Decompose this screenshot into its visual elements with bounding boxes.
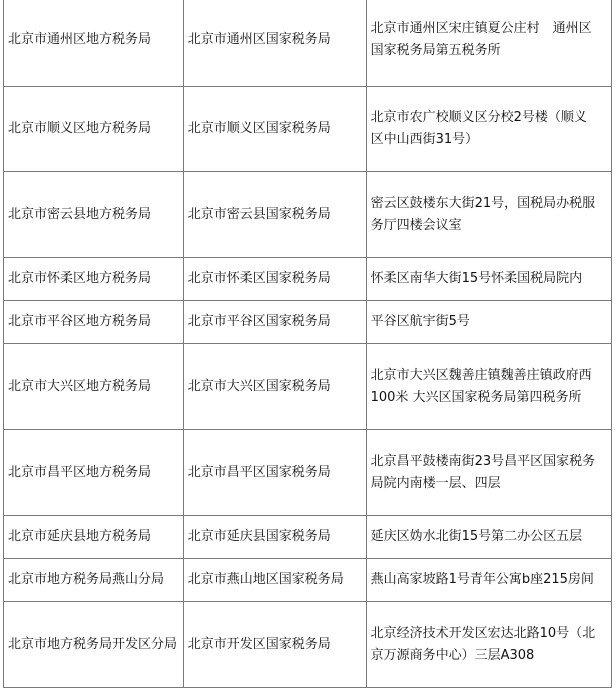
table-row	[4, 258, 612, 301]
address-line: 北京市通州区宋庄镇夏公庄村 通州区	[370, 20, 592, 36]
table-row	[4, 516, 612, 559]
local-tax-office-cell: 北京市怀柔区地方税务局	[4, 258, 184, 301]
address-line: 延庆区妫水北街15号第二办公区五层	[370, 529, 583, 544]
table-body	[4, 0, 612, 688]
address-cell	[366, 172, 611, 258]
address-line: 北京市农广校顺义区分校2号楼（顺义	[370, 110, 587, 125]
address-line: 100米 大兴区国家税务局第四税务所	[370, 389, 582, 405]
national-tax-office-cell: 北京市顺义区国家税务局	[183, 87, 366, 172]
national-tax-office-cell: 北京市怀柔区国家税务局	[183, 258, 366, 301]
table-row	[4, 559, 612, 602]
address-line: 区中山西街31号）	[370, 132, 479, 147]
tax-office-table	[3, 0, 612, 688]
address-line: 国家税务局第五税务所	[370, 42, 501, 58]
local-tax-office-cell: 北京市地方税务局燕山分局	[4, 559, 184, 602]
address-line: 京万源商务中心）三层A308	[370, 647, 535, 663]
table-row	[4, 344, 612, 430]
national-tax-office-cell: 北京市大兴区国家税务局	[183, 344, 366, 430]
local-tax-office-cell: 北京市平谷区地方税务局	[4, 301, 184, 344]
local-tax-office-cell: 北京市顺义区地方税务局	[4, 87, 184, 172]
national-tax-office-cell: 北京市延庆县国家税务局	[183, 516, 366, 559]
national-tax-office-cell: 北京市平谷区国家税务局	[183, 301, 366, 344]
table-row	[4, 87, 612, 172]
local-tax-office-cell: 北京市地方税务局开发区分局	[4, 602, 184, 688]
address-line: 北京昌平鼓楼南街23号昌平区国家税务	[370, 453, 596, 469]
address-cell	[366, 602, 611, 688]
address-line: 平谷区航宇街5号	[370, 314, 470, 329]
address-line: 北京市大兴区魏善庄镇魏善庄镇政府西	[370, 367, 592, 383]
table-row	[4, 0, 612, 87]
address-line: 局院内南楼一层、四层	[370, 475, 501, 491]
national-tax-office-cell: 北京市开发区国家税务局	[183, 602, 366, 688]
table-row	[4, 301, 612, 344]
national-tax-office-cell: 北京市密云县国家税务局	[183, 172, 366, 258]
address-line: 密云区鼓楼东大街21号，国税局办税服	[370, 195, 596, 211]
address-cell	[366, 559, 611, 602]
address-line: 怀柔区南华大街15号怀柔国税局院内	[370, 271, 583, 286]
address-cell	[366, 516, 611, 559]
address-cell	[366, 430, 611, 516]
address-cell	[366, 344, 611, 430]
national-tax-office-cell: 北京市通州区国家税务局	[183, 0, 366, 87]
address-line: 务厅四楼会议室	[370, 217, 462, 233]
national-tax-office-cell: 北京市昌平区国家税务局	[183, 430, 366, 516]
address-cell	[366, 258, 611, 301]
national-tax-office-cell: 北京市燕山地区国家税务局	[183, 559, 366, 602]
table-row	[4, 430, 612, 516]
local-tax-office-cell: 北京市大兴区地方税务局	[4, 344, 184, 430]
table-row	[4, 602, 612, 688]
local-tax-office-cell: 北京市通州区地方税务局	[4, 0, 184, 87]
local-tax-office-cell: 北京市昌平区地方税务局	[4, 430, 184, 516]
address-cell	[366, 0, 611, 87]
address-line: 燕山高家坡路1号青年公寓b座215房间	[370, 572, 594, 587]
local-tax-office-cell: 北京市密云县地方税务局	[4, 172, 184, 258]
address-line: 北京经济技术开发区宏达北路10号（北	[370, 625, 596, 641]
address-cell	[366, 301, 611, 344]
table-row	[4, 172, 612, 258]
address-cell	[366, 87, 611, 172]
local-tax-office-cell: 北京市延庆县地方税务局	[4, 516, 184, 559]
